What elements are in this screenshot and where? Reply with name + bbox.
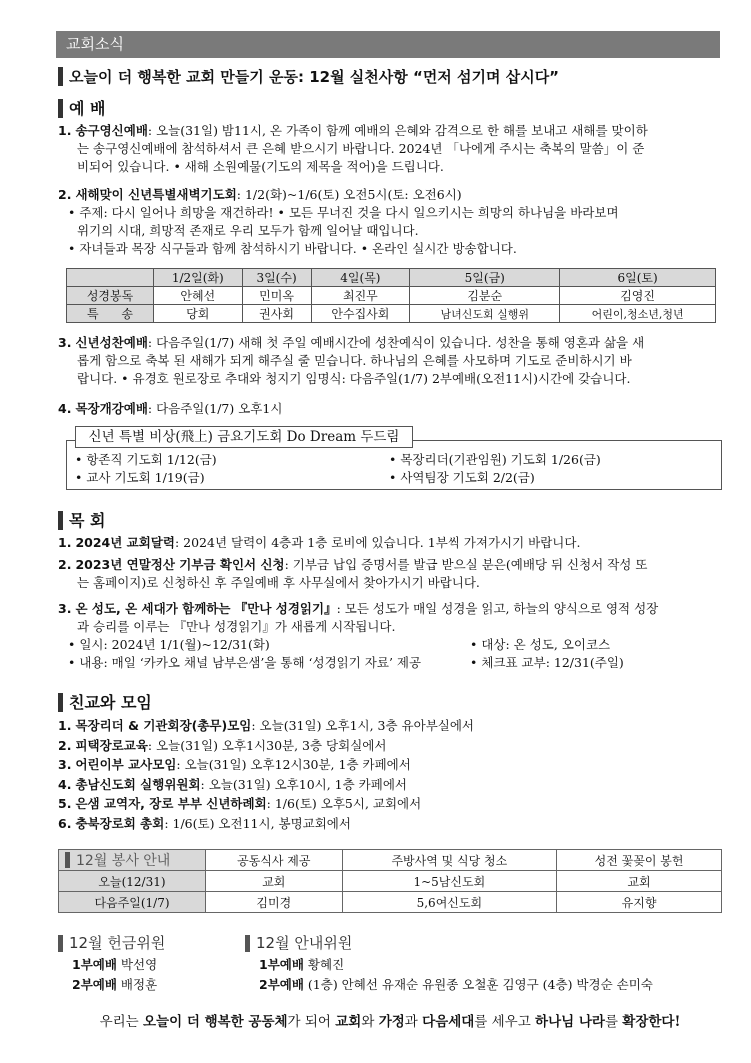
item-text: • 대상: 온 성도, 오이코스 [470,637,611,652]
table-header-cell: 주방사역 및 식당 청소 [342,850,556,871]
item-text: • 체크표 교부: 12/31(주일) [470,655,624,670]
item-text: : 모든 성도가 매일 성경을 읽고, 하늘의 양식으로 영적 성장 [336,601,659,616]
footer-motto: 우리는 오늘이 더 행복한 공동체가 되어 교회와 가정과 다음세대를 세우고 하나님 나라를 확장한다! [99,1014,681,1030]
campaign-text: 오늘이 더 행복한 교회 만들기 운동: 12월 실천사항 “먼저 섬기며 삽시다” [69,68,560,86]
table-cell: 5,6여신도회 [342,892,556,913]
item-text: : 다음주일(1/7) 새해 첫 주일 예배시간에 성찬예식이 있습니다. 성찬을 통해 영혼과 삶을 새 [147,335,645,350]
item-text: 는 송구영신예배에 참석하셔서 큰 은혜 받으시기 바랍니다. 2024년 「나에게 주시는 축복의 말씀」이 준 [77,141,645,156]
item-number: 2. [58,187,72,202]
table-header-cell: 5일(금) [410,269,560,287]
prayer-box-entry: • 사역팀장 기도회 2/2(금) [389,470,535,485]
worship-item-3 [58,334,722,388]
offering-title: 12월 헌금위원 [58,932,238,953]
item-label: 새해맞이 신년특별새벽기도회 [75,187,237,202]
ushers-row: 1부예배 황혜진 [259,957,345,972]
item-text: • 내용: 매일 ‘카카오 채널 남부은샘’을 통해 ‘성경읽기 자료’ 제공 [68,655,422,670]
item-text: : 2024년 달력이 4층과 1층 로비에 있습니다. 1부씩 가져가시기 바랍니다. [174,535,581,550]
section-header: 교회소식 [56,31,720,58]
item-label: 2023년 연말정산 기부금 확인서 신청 [75,557,285,572]
row-label: 다음주일(1/7) [59,892,206,913]
pastoral-title: 목 회 [69,511,106,530]
table-cell: 교회 [206,871,343,892]
bible-reading-row [58,654,722,672]
item-text: 랍니다. • 유경호 원로장로 추대와 청지기 임명식: 다음주일(1/7) 2부예배(오전11시)시간에 갖습니다. [77,371,631,386]
table-cell: 교회 [557,871,722,892]
item-text: : 1/2(화)~1/6(토) 오전5시(토: 오전6시) [236,187,462,202]
prayer-schedule-table [66,268,716,323]
table-cell: 김미경 [206,892,343,913]
table-cell: 김영진 [560,287,716,305]
item-text: : 오늘(31일) 밤11시, 온 가족이 함께 예배의 은혜와 감격으로 한 해를 보내고 새해를 맞이하 [147,123,648,138]
item-text: : 기부금 납입 증명서를 발급 받으실 분은(예배당 뒤 신청서 작성 또 [284,557,648,572]
table-row [67,305,716,323]
fellowship-title: 친교와 모임 [69,693,152,712]
table-cell: 안혜선 [154,287,243,305]
row-label: 성경봉독 [67,287,154,305]
item-text: : 다음주일(1/7) 오후1시 [147,401,283,416]
table-cell: 최진무 [311,287,410,305]
table-header-cell: 1/2일(화) [154,269,243,287]
table-corner [67,269,154,287]
offering-row: 1부예배 박선영 [72,957,158,972]
pastoral-heading [58,508,105,531]
table-header-cell: 성전 꽃꽂이 봉헌 [557,850,722,871]
table-header-row [67,269,716,287]
item-text: • 주제: 다시 일어나 희망을 재건하라! • 모든 무너진 것을 다시 일으키시는 희망의 하나님을 바라보며 [68,205,619,220]
item-label: 신년성찬예배 [75,335,148,350]
table-cell: 권사회 [242,305,311,323]
fellowship-heading [58,690,152,713]
item-label: 2024년 교회달력 [75,535,175,550]
fellowship-list [58,716,722,834]
table-header-row [59,850,722,871]
prayer-box-left [75,451,217,487]
ushers-block [245,932,723,995]
bible-reading-row [58,636,722,654]
item-text: • 자녀들과 목장 식구들과 함께 참석하시기 바랍니다. • 온라인 실시간 방송합니다. [68,241,517,256]
list-item: 5. 은샘 교역자, 장로 부부 신년하례회: 1/6(토) 오후5시, 교회에서 [58,796,422,812]
campaign-title [58,66,722,87]
item-label: 목장개강예배 [75,401,148,416]
item-text: 는 홈페이지)로 신청하신 후 주일예배 후 사무실에서 찾아가시기 바랍니다. [77,575,480,590]
table-cell: 유지향 [557,892,722,913]
table-cell: 1~5남신도회 [342,871,556,892]
worship-heading [58,96,105,119]
item-text: 위기의 시대, 희망적 존재로 우리 모두가 함께 일어날 때입니다. [77,223,419,238]
table-caption: 12월 봉사 안내 [59,850,206,871]
item-number: 3. [58,335,72,350]
prayer-box-title: 신년 특별 비상(飛上) 금요기도회 Do Dream 두드림 [75,426,413,448]
list-item: 3. 어린이부 교사모임: 오늘(31일) 오후12시30분, 1층 카페에서 [58,757,411,773]
item-number: 1. [58,123,72,138]
table-cell: 김분순 [410,287,560,305]
worship-item-4 [58,400,722,418]
prayer-box-right [389,451,601,487]
item-text: • 일시: 2024년 1/1(월)~12/31(화) [68,637,270,652]
item-number: 1. [58,535,72,550]
table-header-cell: 3일(수) [242,269,311,287]
heading-bar [58,693,63,712]
list-item: 6. 충북장로회 총회: 1/6(토) 오전11시, 봉명교회에서 [58,815,351,831]
table-header-cell: 6일(토) [560,269,716,287]
table-cell: 남녀신도회 실행위 [410,305,560,323]
table-header-cell: 공동식사 제공 [206,850,343,871]
item-number: 2. [58,557,72,572]
list-item: 2. 피택장로교육: 오늘(31일) 오후1시30분, 3층 당회실에서 [58,737,387,753]
ushers-title: 12월 안내위원 [245,932,723,953]
table-header-cell: 4일(목) [311,269,410,287]
row-label: 특 송 [67,305,154,323]
list-item: 4. 총남신도회 실행위원회: 오늘(31일) 오후10시, 1층 카페에서 [58,776,407,792]
item-label: 온 성도, 온 세대가 함께하는 『만나 성경읽기』 [75,601,337,616]
table-row [59,892,722,913]
table-row [59,871,722,892]
service-table [58,849,722,913]
table-cell: 안수집사회 [311,305,410,323]
heading-bar [58,99,63,118]
pastoral-item-1 [58,534,722,552]
pastoral-item-3 [58,600,722,672]
offering-row: 2부예배 배정훈 [72,977,158,992]
pastoral-item-2 [58,556,722,592]
table-cell: 민미옥 [242,287,311,305]
item-text: 롭게 함으로 축복 된 새해가 되게 해주실 줄 믿습니다. 하나님의 은혜를 사모하며 기도로 준비하시기 바 [77,353,632,368]
table-cell: 당회 [154,305,243,323]
item-text: 비되어 있습니다. • 새해 소원예물(기도의 제목을 적어)을 드립니다. [77,159,444,174]
item-text: 과 승리를 이루는 『만나 성경읽기』가 새롭게 시작됩니다. [77,619,396,634]
heading-bar [58,511,63,530]
worship-item-1 [58,122,722,176]
row-label: 오늘(12/31) [59,871,206,892]
item-number: 4. [58,401,72,416]
prayer-box-entry: • 항존직 기도회 1/12(금) [75,452,217,467]
ushers-row: 2부예배 (1층) 안혜선 유재순 유원종 오철훈 김영구 (4층) 박경순 손미숙 [259,977,653,992]
worship-title: 예 배 [69,99,106,118]
offering-block [58,932,238,995]
item-label: 송구영신예배 [75,123,148,138]
item-number: 3. [58,601,72,616]
table-cell: 어린이,청소년,청년 [560,305,716,323]
table-row [67,287,716,305]
list-item: 1. 목장리더 & 기관회장(총무)모임: 오늘(31일) 오후1시, 3층 유아부실에서 [58,718,474,733]
prayer-box-entry: • 목장리더(기관임원) 기도회 1/26(금) [389,452,601,467]
worship-item-2 [58,186,722,258]
prayer-box-entry: • 교사 기도회 1/19(금) [75,470,205,485]
heading-bar [58,67,63,86]
